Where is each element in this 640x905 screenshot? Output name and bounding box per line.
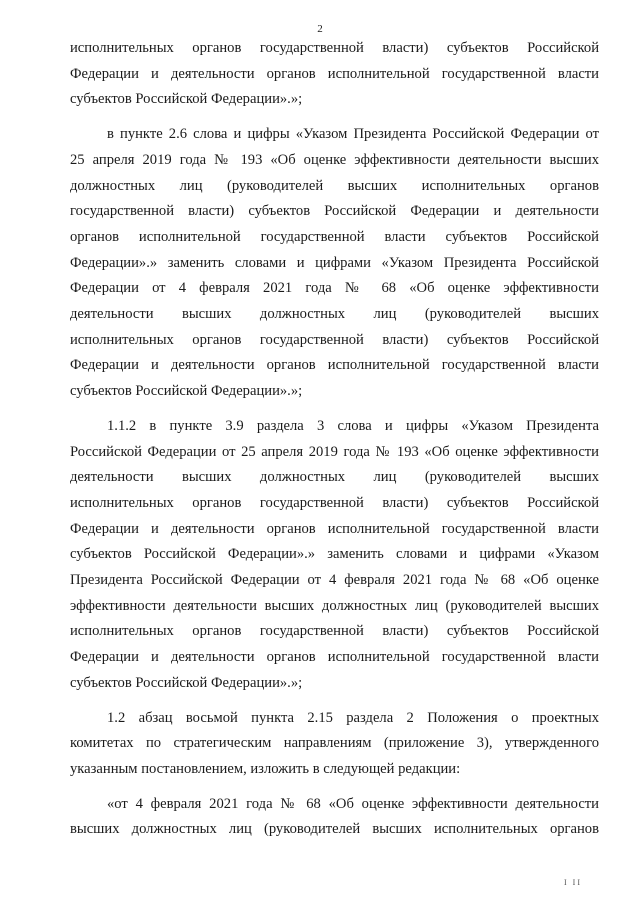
- paragraph-2-6: [70, 122, 599, 405]
- text-line: Федерации и деятельности органов исполнительной государственной власти: [70, 65, 599, 82]
- text-line: Федерации и деятельности органов исполнительной государственной власти: [70, 520, 599, 537]
- text-line: Федерации».» заменить словами и цифрами «Указом Президента Российской: [70, 254, 599, 271]
- text-line: Президента Российской Федерации от 4 февраля 2021 года № 68 «Об оценке: [70, 572, 599, 589]
- text-line: указанным постановлением, изложить в следующей редакции:: [70, 760, 461, 777]
- text-line: субъектов Российской Федерации».»;: [70, 674, 303, 691]
- text-line: исполнительных органов государственной власти) субъектов Российской: [70, 331, 599, 348]
- text-line: субъектов Российской Федерации».» заменить словами и цифрами «Указом: [70, 546, 599, 563]
- text-line: органов исполнительной государственной власти субъектов Российской: [70, 228, 599, 245]
- text-line: «от 4 февраля 2021 года № 68 «Об оценке эффективности деятельности: [107, 795, 599, 812]
- text-line: исполнительных органов государственной власти) субъектов Российской: [70, 623, 599, 640]
- document-body: [70, 36, 599, 843]
- text-line: Федерации от 4 февраля 2021 года № 68 «Об оценке эффективности: [70, 280, 599, 297]
- text-line: должностных лиц (руководителей высших исполнительных органов: [70, 177, 599, 194]
- paragraph-1-2: [70, 706, 599, 783]
- text-line: комитетах по стратегическим направлениям (приложение 3), утвержденного: [70, 735, 599, 752]
- paragraph-quote: [70, 792, 599, 843]
- text-line: высших должностных лиц (руководителей высших исполнительных органов: [70, 821, 599, 838]
- text-line: 1.1.2 в пункте 3.9 раздела 3 слова и цифры «Указом Президента: [107, 417, 599, 434]
- page-number: 2: [317, 23, 323, 35]
- footer-mark: I II: [564, 878, 582, 887]
- text-line: эффективности деятельности высших должностных лиц (руководителей высших: [70, 597, 599, 614]
- text-line: Российской Федерации от 25 апреля 2019 года № 193 «Об оценке эффективности: [70, 443, 599, 460]
- text-line: субъектов Российской Федерации».»;: [70, 91, 303, 108]
- text-line: Федерации и деятельности органов исполнительной государственной власти: [70, 357, 599, 374]
- text-line: исполнительных органов государственной власти) субъектов Российской: [70, 40, 599, 56]
- text-line: субъектов Российской Федерации».»;: [70, 383, 303, 400]
- text-line: 1.2 абзац восьмой пункта 2.15 раздела 2 Положения о проектных: [107, 709, 599, 726]
- text-line: исполнительных органов государственной власти) субъектов Российской: [70, 494, 599, 511]
- text-line: государственной власти) субъектов Российской Федерации и деятельности: [70, 203, 599, 220]
- paragraph-1-1-2: [70, 414, 599, 697]
- text-line: деятельности высших должностных лиц (руководителей высших: [70, 469, 599, 486]
- text-line: деятельности высших должностных лиц (руководителей высших: [70, 306, 599, 323]
- text-line: в пункте 2.6 слова и цифры «Указом Президента Российской Федерации от: [107, 126, 599, 143]
- text-line: 25 апреля 2019 года № 193 «Об оценке эффективности деятельности высших: [70, 151, 599, 168]
- paragraph-continuation: [70, 36, 599, 113]
- text-line: Федерации и деятельности органов исполнительной государственной власти: [70, 649, 599, 666]
